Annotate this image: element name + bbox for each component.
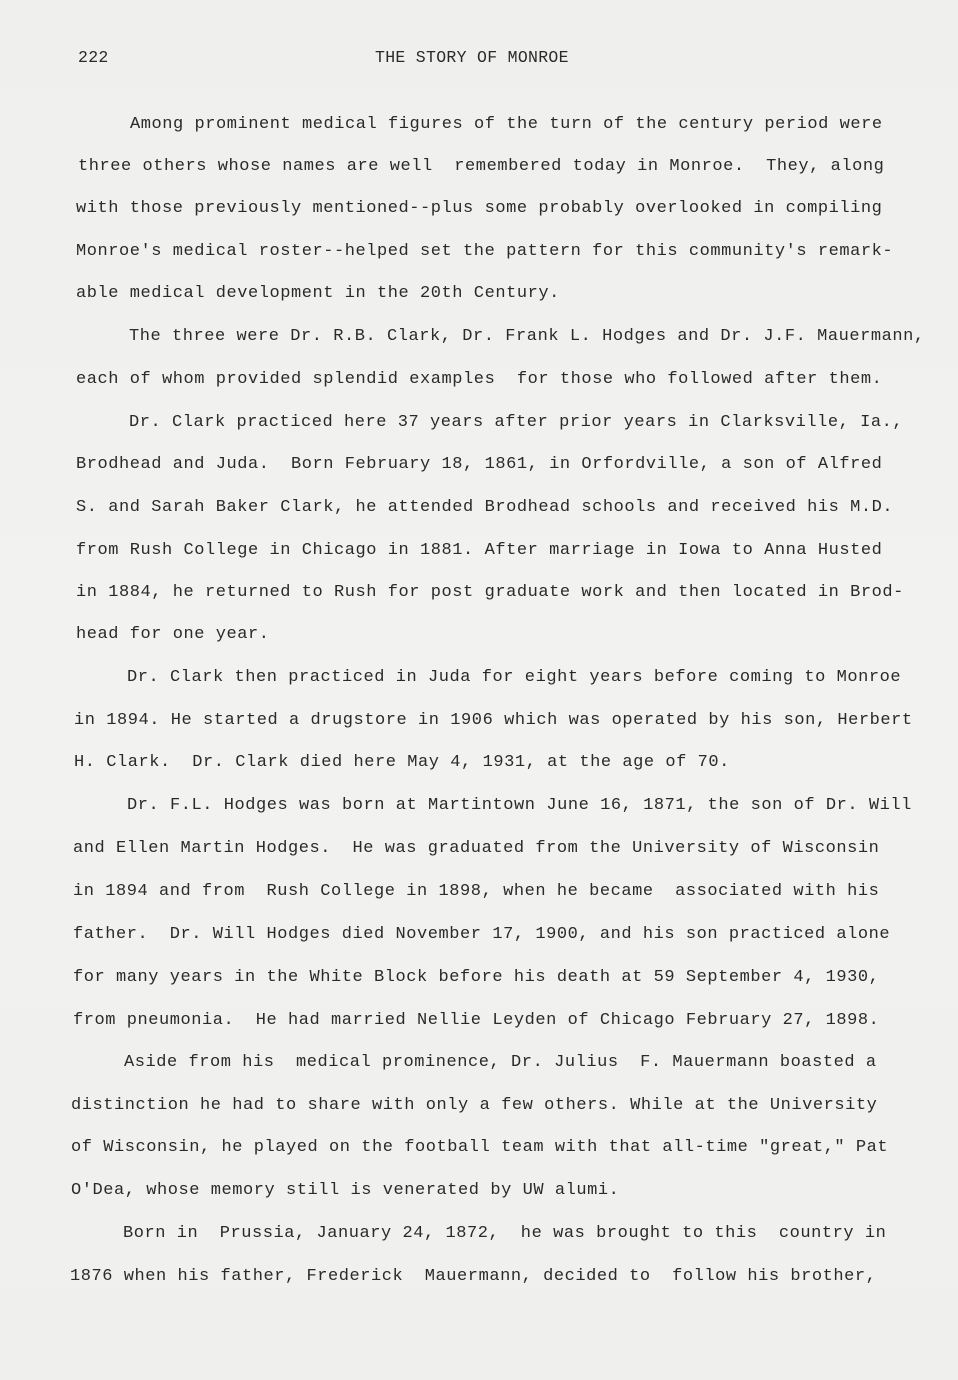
text-line: in 1894 and from Rush College in 1898, when he became associated with his [73, 882, 880, 901]
text-line: in 1884, he returned to Rush for post graduate work and then located in Brod- [76, 583, 904, 602]
text-line: H. Clark. Dr. Clark died here May 4, 1931, at the age of 70. [74, 753, 730, 772]
text-line: Aside from his medical prominence, Dr. Julius F. Mauermann boasted a [124, 1053, 877, 1072]
text-line: from pneumonia. He had married Nellie Leyden of Chicago February 27, 1898. [73, 1011, 880, 1030]
text-line: of Wisconsin, he played on the football team with that all-time "great," Pat [71, 1138, 889, 1157]
text-line: Born in Prussia, January 24, 1872, he was brought to this country in [123, 1224, 887, 1243]
text-line: with those previously mentioned--plus some probably overlooked in compiling [76, 199, 883, 218]
text-line: Brodhead and Juda. Born February 18, 1861, in Orfordville, a son of Alfred [76, 455, 883, 474]
text-line: from Rush College in Chicago in 1881. After marriage in Iowa to Anna Husted [76, 541, 883, 560]
text-line: O'Dea, whose memory still is venerated by UW alumi. [71, 1181, 620, 1200]
text-line: head for one year. [76, 625, 270, 644]
text-line: able medical development in the 20th Century. [76, 284, 560, 303]
text-line: father. Dr. Will Hodges died November 17, 1900, and his son practiced alone [73, 925, 891, 944]
page-number: 222 [78, 48, 109, 67]
text-line: The three were Dr. R.B. Clark, Dr. Frank L. Hodges and Dr. J.F. Mauermann, [129, 327, 925, 346]
text-line: Dr. Clark then practiced in Juda for eight years before coming to Monroe [127, 668, 902, 687]
text-line: S. and Sarah Baker Clark, he attended Brodhead schools and received his M.D. [76, 498, 894, 517]
text-line: Among prominent medical figures of the turn of the century period were [130, 115, 883, 134]
text-line: Dr. Clark practiced here 37 years after prior years in Clarksville, Ia., [129, 413, 904, 432]
page-header [0, 48, 958, 74]
text-line: 1876 when his father, Frederick Mauermann, decided to follow his brother, [70, 1267, 877, 1286]
text-line: Dr. F.L. Hodges was born at Martintown June 16, 1871, the son of Dr. Will [127, 796, 912, 815]
running-title: THE STORY OF MONROE [375, 48, 569, 67]
text-line: each of whom provided splendid examples for those who followed after them. [76, 370, 883, 389]
text-line: and Ellen Martin Hodges. He was graduated from the University of Wisconsin [73, 839, 880, 858]
text-line: three others whose names are well remembered today in Monroe. They, along [78, 157, 885, 176]
text-line: in 1894. He started a drugstore in 1906 which was operated by his son, Herbert [74, 711, 913, 730]
text-line: for many years in the White Block before his death at 59 September 4, 1930, [73, 968, 880, 987]
text-line: Monroe's medical roster--helped set the pattern for this community's remark- [76, 242, 894, 261]
text-line: distinction he had to share with only a few others. While at the University [71, 1096, 878, 1115]
